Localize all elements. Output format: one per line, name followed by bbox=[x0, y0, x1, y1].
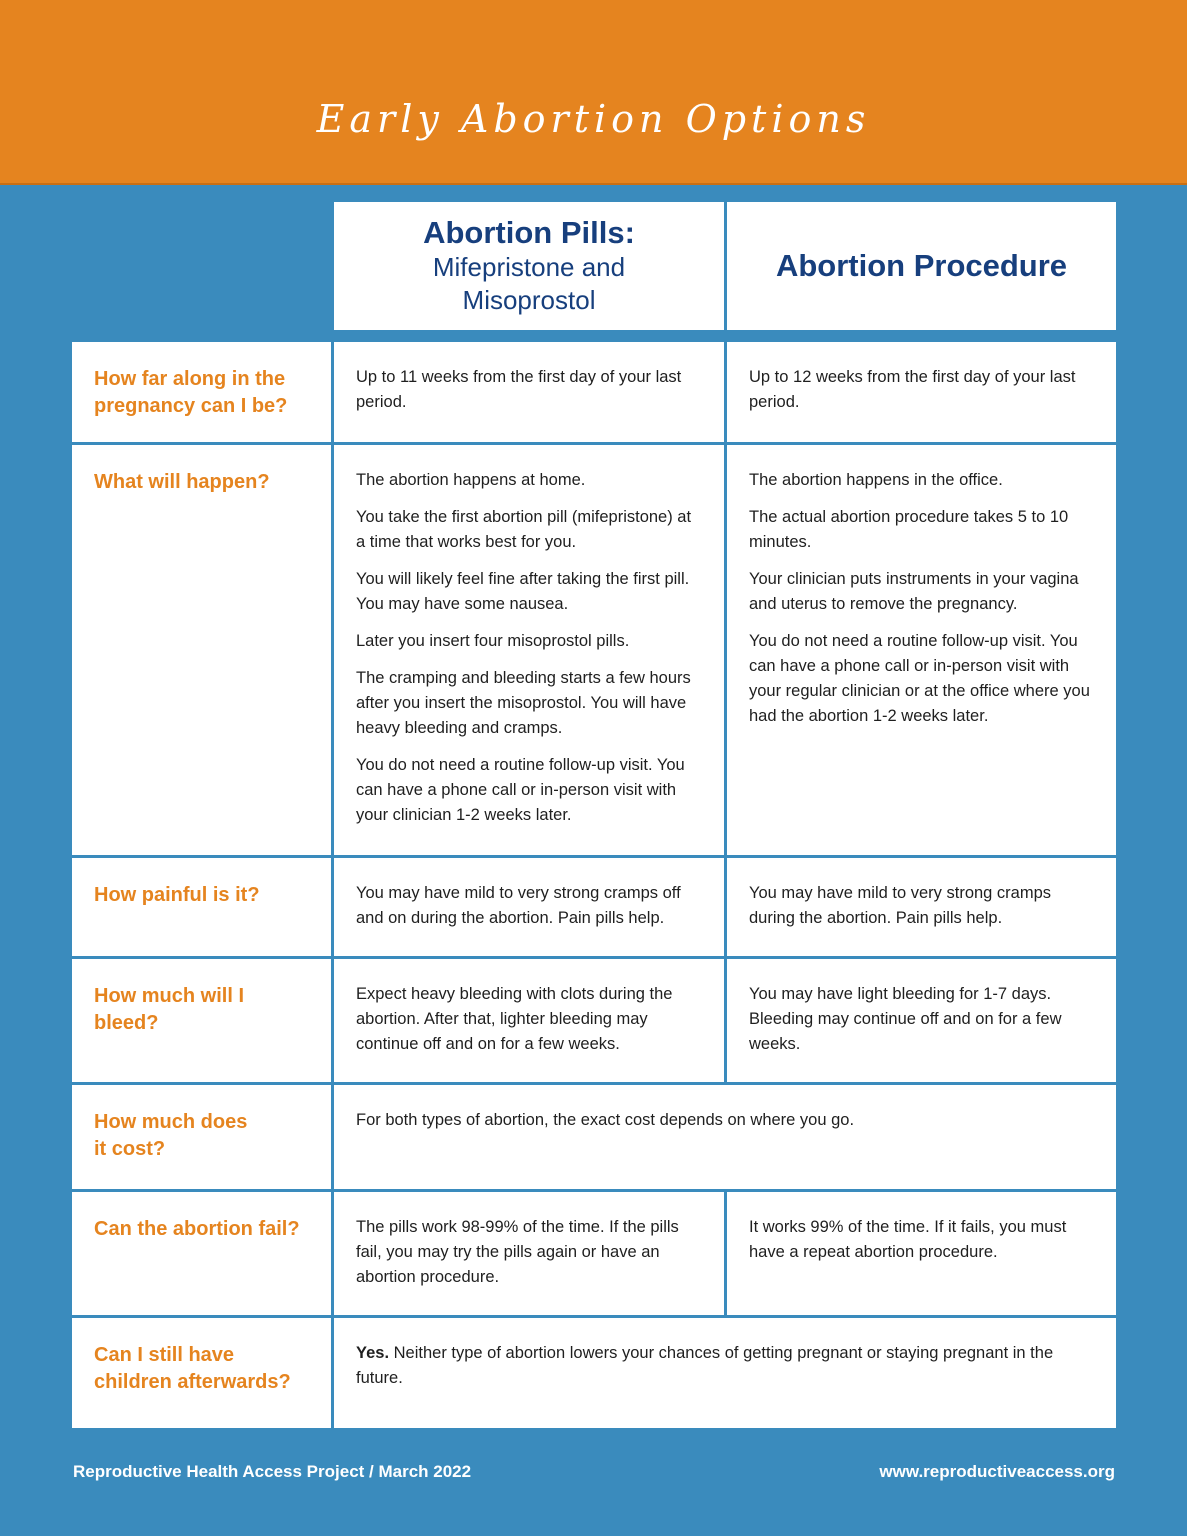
pills-header-subtitle-1: Mifepristone and bbox=[432, 252, 626, 282]
answer-procedure-bleeding bbox=[727, 959, 1116, 1082]
answer-procedure-failure bbox=[727, 1192, 1116, 1315]
answer-text: You do not need a routine follow-up visit. You can have a phone call or in-person visit with your clinician 1-2 weeks later. bbox=[356, 756, 685, 824]
page-title: Early Abortion Options bbox=[316, 97, 871, 141]
answer-text: You take the first abortion pill (mifepristone) at a time that works best for you. bbox=[356, 508, 692, 551]
question-gestation bbox=[72, 342, 331, 442]
answer-both-cost bbox=[334, 1085, 1116, 1189]
answer-procedure-pain bbox=[727, 858, 1116, 956]
answer-text: For both types of abortion, the exact cost depends on where you go. bbox=[356, 1111, 855, 1129]
answer-text: Your clinician puts instruments in your vagina and uterus to remove the pregnancy. bbox=[749, 570, 1079, 613]
question-cost bbox=[72, 1085, 331, 1189]
answer-text: The pills work 98-99% of the time. If the pills fail, you may try the pills again or have an abortion procedure. bbox=[356, 1218, 679, 1286]
answer-text bbox=[356, 1341, 1066, 1391]
answer-text: The abortion happens at home. bbox=[356, 471, 586, 489]
answer-pills-gestation bbox=[334, 342, 724, 442]
procedure-header-title: Abortion Procedure bbox=[775, 248, 1068, 283]
answer-text: The abortion happens in the office. bbox=[749, 471, 1003, 489]
answer-pills-pain bbox=[334, 858, 724, 956]
question-text: How much will I bleed? bbox=[94, 985, 245, 1034]
answer-text: The actual abortion procedure takes 5 to 10 minutes. bbox=[749, 508, 1069, 551]
answer-text-rest: Neither type of abortion lowers your chances of getting pregnant or staying pregnant in the future. bbox=[356, 1344, 1054, 1387]
footer-website-link[interactable]: www.reproductiveaccess.org bbox=[879, 1462, 1115, 1481]
answer-pills-failure bbox=[334, 1192, 724, 1315]
answer-procedure-gestation bbox=[727, 342, 1116, 442]
answer-procedure-what-happens bbox=[727, 445, 1116, 855]
answer-bold-yes: Yes. bbox=[356, 1344, 390, 1362]
question-text: What will happen? bbox=[94, 471, 270, 493]
answer-text: It works 99% of the time. If it fails, you must have a repeat abortion procedure. bbox=[749, 1218, 1067, 1261]
answer-text: You do not need a routine follow-up visit. You can have a phone call or in-person visit with your regular clinician or at the office where you had the abortion 1-2 weeks later. bbox=[749, 632, 1090, 725]
question-text: How far along in the pregnancy can I be? bbox=[94, 368, 288, 417]
answer-text: Expect heavy bleeding with clots during the abortion. After that, lighter bleeding may continue off and on for a few weeks. bbox=[356, 985, 673, 1053]
question-text: How much does it cost? bbox=[94, 1111, 248, 1160]
pills-header-title: Abortion Pills: bbox=[423, 215, 635, 250]
answer-both-future-fertility bbox=[334, 1318, 1116, 1428]
question-pain bbox=[72, 858, 331, 956]
answer-text: Up to 12 weeks from the first day of your last period. bbox=[749, 368, 1076, 411]
question-bleeding bbox=[72, 959, 331, 1082]
answer-text: Up to 11 weeks from the first day of your last period. bbox=[356, 368, 682, 411]
title-banner bbox=[0, 0, 1187, 185]
answer-text: Later you insert four misoprostol pills. bbox=[356, 632, 630, 650]
answer-pills-what-happens bbox=[334, 445, 724, 855]
question-future-fertility bbox=[72, 1318, 331, 1428]
answer-text: The cramping and bleeding starts a few hours after you insert the misoprostol. You will have heavy bleeding and cramps. bbox=[356, 669, 691, 737]
answer-text: You may have light bleeding for 1-7 days. Bleeding may continue off and on for a few weeks. bbox=[749, 985, 1062, 1053]
pills-header-subtitle-2: Misoprostol bbox=[462, 285, 596, 315]
question-failure bbox=[72, 1192, 331, 1315]
column-header-pills bbox=[334, 202, 724, 330]
footer-credit: Reproductive Health Access Project / March 2022 bbox=[73, 1462, 472, 1481]
answer-pills-bleeding bbox=[334, 959, 724, 1082]
question-text: Can the abortion fail? bbox=[94, 1218, 300, 1240]
column-header-procedure bbox=[727, 202, 1116, 330]
question-what-happens bbox=[72, 445, 331, 855]
question-text: Can I still have children afterwards? bbox=[94, 1344, 291, 1393]
answer-text: You may have mild to very strong cramps during the abortion. Pain pills help. bbox=[749, 884, 1052, 927]
question-text: How painful is it? bbox=[94, 884, 260, 906]
answer-text: You may have mild to very strong cramps off and on during the abortion. Pain pills help. bbox=[356, 884, 681, 927]
answer-text: You will likely feel fine after taking the first pill. You may have some nausea. bbox=[356, 570, 690, 613]
